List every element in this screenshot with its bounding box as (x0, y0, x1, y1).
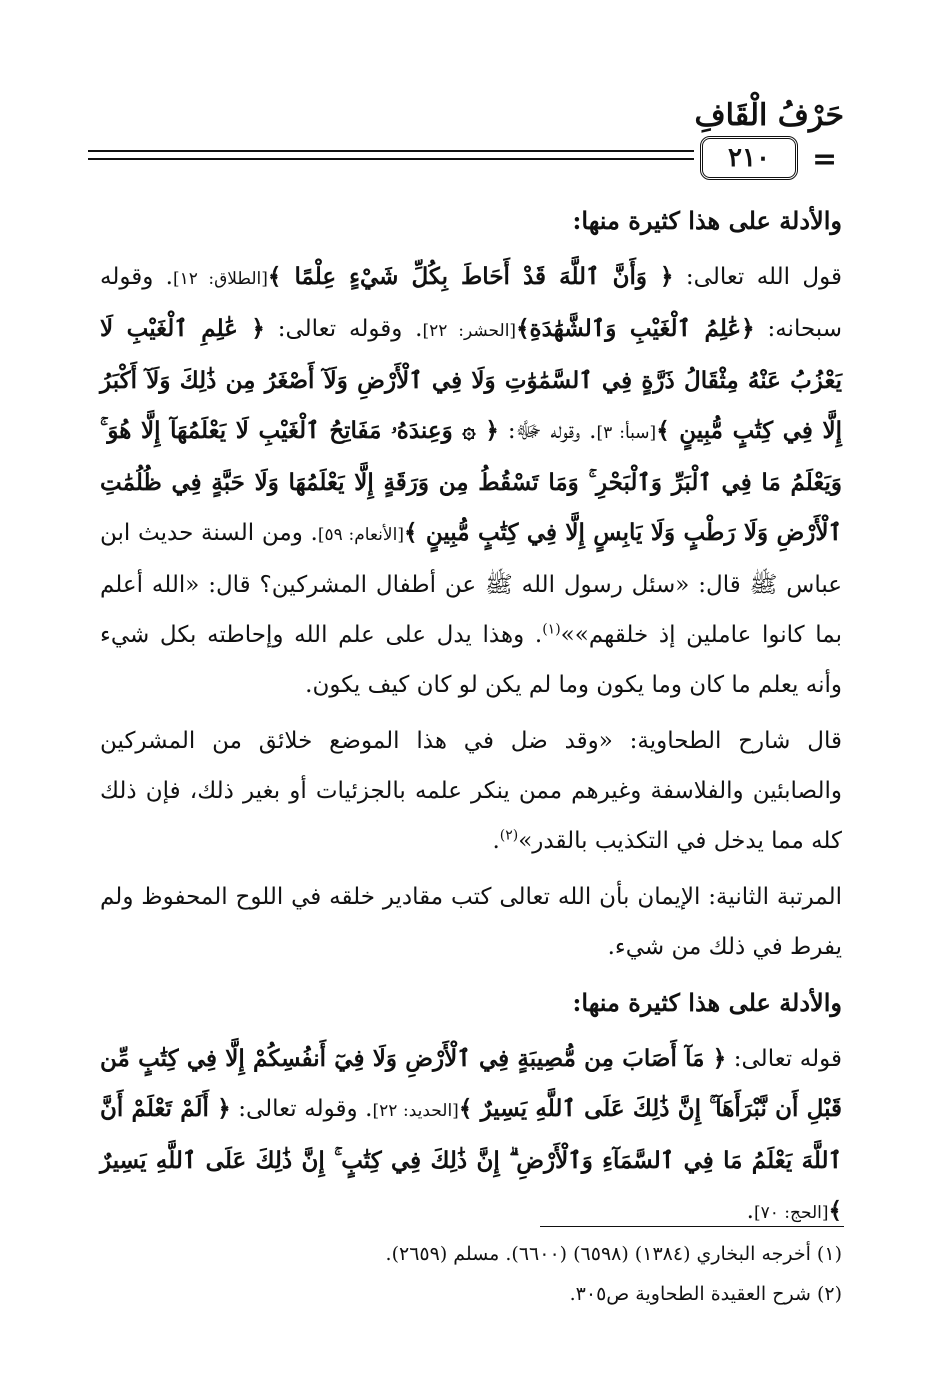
quran-verse: ﴿ عَٰلِمِ ٱلْغَيْبِ لَا يَعْزُبُ عَنْهُ مِثْقَالُ ذَرَّةٍ فِي ٱلسَّمَٰوَٰتِ وَلَا فِي ٱلْأَرْضِ وَلَآ أَصْغَرُ مِن ذَٰلِكَ وَلَآ أَكْبَرُ إِلَّا فِي كِتَٰبٍ مُّبِينٍ ﴾ (100, 315, 842, 444)
text: . وقوله ﷻ: (498, 418, 597, 444)
text: . وقوله تعالى: (230, 1096, 373, 1122)
heading-evidence-2: والأدلة على هذا كثيرة منها: (572, 988, 842, 1017)
footnote-divider (540, 1226, 844, 1227)
footnotes (100, 1234, 842, 1314)
text: . (492, 828, 500, 854)
text: . وقوله تعالى: (264, 316, 423, 342)
verse-reference: [الأنعام: ٥٩] (317, 525, 404, 545)
paragraph-writing-evidence (100, 1034, 842, 1238)
text: قوله تعالى: (726, 1046, 842, 1072)
verse-reference: [الطلاق: ١٢] (173, 269, 268, 289)
verse-reference: [الحديد: ٢٢] (372, 1101, 459, 1121)
page-number: ٢١٠ (700, 136, 798, 180)
header-rule (88, 136, 838, 186)
quran-verse: ﴿ مَآ أَصَابَ مِن مُّصِيبَةٍ فِي ٱلْأَرْضِ وَلَا فِيٓ أَنفُسِكُمْ إِلَّا فِي كِتَٰبٍ مِّن قَبْلِ أَن نَّبْرَأَهَآ ۚ إِنَّ ذَٰلِكَ عَلَى ٱللَّهِ يَسِيرٌ ﴾ (100, 1045, 843, 1122)
text: . وقوله سبحانه: (100, 264, 843, 342)
paragraph-second-level: المرتبة الثانية: الإيمان بأن الله تعالى كتب مقادير خلقه في اللوح المحفوظ ولم يفرط في ذلك من شيء. (100, 884, 842, 960)
text: . (746, 1198, 754, 1224)
page-body (100, 196, 842, 1244)
header-rule-line-top (88, 150, 694, 152)
quran-verse: ﴿ أَلَمْ تَعْلَمْ أَنَّ ٱللَّهَ يَعْلَمُ مَا فِي ٱلسَّمَآءِ وَٱلْأَرْضِ ۗ إِنَّ ذَٰلِكَ فِي كِتَٰبٍ ۚ إِنَّ ذَٰلِكَ عَلَى ٱللَّهِ يَسِيرٌ ﴾ (100, 1095, 842, 1224)
quran-verse: ﴿عَٰلِمُ ٱلْغَيْبِ وَٱلشَّهَٰدَةِ﴾ (516, 315, 755, 342)
verse-reference: [الحشر: ٢٢] (422, 321, 517, 341)
header-eq-mark: = (812, 142, 838, 177)
paragraph-tahawiya-quote (100, 716, 842, 866)
text: قال شارح الطحاوية: «وقد ضل في هذا الموضع خلائق من المشركين والصابئين والفلاسفة وغيرهم ممن ينكر علمه بالجزئيات أو بغير ذلك، فإن ذلك كله مما يدخل في التكذيب بالقدر» (100, 728, 842, 854)
quran-verse: ﴿ ۞ وَعِندَهُۥ مَفَاتِحُ ٱلْغَيْبِ لَا يَعْلَمُهَآ إِلَّا هُوَ ۚ وَيَعْلَمُ مَا فِي ٱلْبَرِّ وَٱلْبَحْرِ ۚ وَمَا تَسْقُطُ مِن وَرَقَةٍ إِلَّا يَعْلَمُهَا وَلَا حَبَّةٍ فِي ظُلُمَٰتِ ٱلْأَرْضِ وَلَا رَطْبٍ وَلَا يَابِسٍ إِلَّا فِي كِتَٰبٍ مُّبِينٍ ﴾ (100, 417, 842, 546)
verse-reference: [سبأ: ٣] (596, 423, 657, 443)
footnote-marker-1[interactable]: (١) (542, 621, 561, 638)
footnote-2: (٢) شرح العقيدة الطحاوية ص٣٠٥. (569, 1283, 842, 1305)
chapter-title: حَرْفُ الْقَافِ (694, 98, 844, 133)
text: قول الله تعالى: (673, 264, 842, 290)
heading-evidence-1: والأدلة على هذا كثيرة منها: (572, 206, 842, 235)
footnote-marker-2[interactable]: (٢) (499, 827, 519, 844)
text: . وهذا يدل على علم الله وإحاطته بكل شيء وأنه يعلم ما كان وما يكون وما لم يكن لو كان كيف يكون. (100, 622, 842, 698)
header-rule-line-bottom (88, 158, 694, 160)
paragraph-knowledge-evidence (100, 252, 842, 710)
quran-verse: ﴿ وَأَنَّ ٱللَّهَ قَدْ أَحَاطَ بِكُلِّ شَيْءٍ عِلْمًا ﴾ (267, 263, 674, 290)
footnote-1: (١) أخرجه البخاري (١٣٨٤) (٦٥٩٨) (٦٦٠٠). مسلم (٢٦٥٩). (385, 1243, 842, 1265)
verse-reference: [الحج: ٧٠] (753, 1203, 829, 1223)
text: . ومن السنة حديث ابن عباس ﷺ قال: «سئل رسول الله ﷺ عن أطفال المشركين؟ قال: «الله أعلم بما كانوا عاملين إذ خلقهم»» (100, 520, 842, 648)
